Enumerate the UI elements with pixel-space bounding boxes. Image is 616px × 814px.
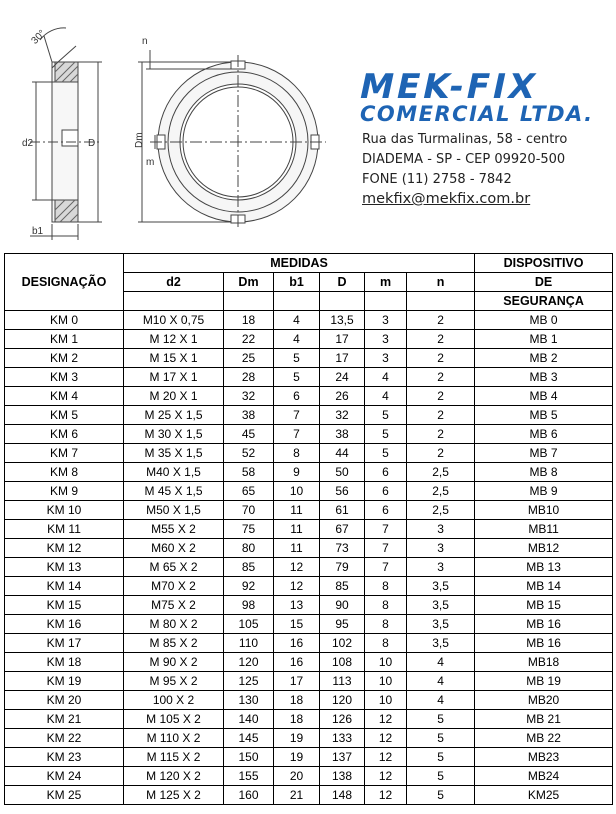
table-cell: KM 18	[5, 653, 124, 672]
table-row	[5, 463, 613, 482]
table-cell: M 12 X 1	[124, 330, 224, 349]
table-cell: 5	[407, 748, 475, 767]
table-row	[5, 558, 613, 577]
table-cell: MB 8	[475, 463, 613, 482]
table-cell: KM 14	[5, 577, 124, 596]
table-cell: MB 9	[475, 482, 613, 501]
table-cell: KM 22	[5, 729, 124, 748]
table-cell: 80	[224, 539, 274, 558]
table-row	[5, 406, 613, 425]
front-ring-view	[138, 50, 326, 230]
table-cell: KM 23	[5, 748, 124, 767]
table-cell: 108	[320, 653, 365, 672]
table-cell: 8	[365, 577, 407, 596]
table-cell: 85	[320, 577, 365, 596]
header-col-Dm: Dm	[224, 273, 274, 292]
table-cell: MB 13	[475, 558, 613, 577]
table-row	[5, 767, 613, 786]
table-cell: MB 0	[475, 311, 613, 330]
table-row	[5, 634, 613, 653]
table-cell: 45	[224, 425, 274, 444]
header-col-n: n	[407, 273, 475, 292]
table-cell: 3,5	[407, 577, 475, 596]
table-cell: M 115 X 2	[124, 748, 224, 767]
table-cell: 38	[224, 406, 274, 425]
header-blank	[224, 292, 274, 311]
table-cell: 28	[224, 368, 274, 387]
table-cell: 2,5	[407, 501, 475, 520]
table-cell: 85	[224, 558, 274, 577]
table-cell: 11	[274, 501, 320, 520]
table-cell: 7	[274, 406, 320, 425]
table-cell: KM 5	[5, 406, 124, 425]
table-cell: M50 X 1,5	[124, 501, 224, 520]
table-cell: 6	[274, 387, 320, 406]
table-cell: 7	[274, 425, 320, 444]
table-cell: 24	[320, 368, 365, 387]
table-cell: 18	[274, 710, 320, 729]
table-cell: 4	[365, 368, 407, 387]
header-device-3: SEGURANÇA	[475, 292, 613, 311]
table-cell: 15	[274, 615, 320, 634]
table-row	[5, 729, 613, 748]
table-cell: 3	[365, 349, 407, 368]
label-b1: b1	[32, 226, 44, 237]
table-row	[5, 672, 613, 691]
table-cell: 95	[320, 615, 365, 634]
label-n: n	[142, 36, 148, 47]
table-cell: 2	[407, 368, 475, 387]
table-cell: 160	[224, 786, 274, 805]
table-cell: M 20 X 1	[124, 387, 224, 406]
table-cell: M 25 X 1,5	[124, 406, 224, 425]
table-cell: 32	[320, 406, 365, 425]
table-cell: 5	[407, 729, 475, 748]
company-phone: FONE (11) 2758 - 7842	[362, 172, 512, 187]
table-cell: MB 15	[475, 596, 613, 615]
table-cell: 6	[365, 501, 407, 520]
table-cell: MB24	[475, 767, 613, 786]
table-row	[5, 387, 613, 406]
company-email[interactable]: mekfix@mekfix.com.br	[362, 191, 531, 207]
table-cell: KM 0	[5, 311, 124, 330]
table-cell: KM 2	[5, 349, 124, 368]
table-cell: 2	[407, 330, 475, 349]
table-row	[5, 577, 613, 596]
table-cell: 44	[320, 444, 365, 463]
table-cell: 150	[224, 748, 274, 767]
table-cell: 10	[365, 691, 407, 710]
table-cell: KM 8	[5, 463, 124, 482]
logo-subtitle: COMERCIAL LTDA.	[360, 102, 594, 126]
table-cell: M 15 X 1	[124, 349, 224, 368]
table-cell: 2	[407, 425, 475, 444]
table-cell: 70	[224, 501, 274, 520]
table-cell: 17	[320, 330, 365, 349]
table-cell: 21	[274, 786, 320, 805]
table-cell: 4	[274, 311, 320, 330]
table-cell: 13,5	[320, 311, 365, 330]
company-address: Rua das Turmalinas, 58 - centro	[362, 132, 568, 147]
table-cell: M 125 X 2	[124, 786, 224, 805]
table-row	[5, 710, 613, 729]
table-cell: 3,5	[407, 634, 475, 653]
table-cell: 3,5	[407, 596, 475, 615]
table-cell: 6	[365, 482, 407, 501]
table-row	[5, 539, 613, 558]
table-cell: 61	[320, 501, 365, 520]
table-cell: 10	[365, 672, 407, 691]
table-cell: MB23	[475, 748, 613, 767]
table-cell: 10	[274, 482, 320, 501]
table-cell: 58	[224, 463, 274, 482]
header-col-D: D	[320, 273, 365, 292]
table-row	[5, 444, 613, 463]
table-row	[5, 786, 613, 805]
table-cell: M 65 X 2	[124, 558, 224, 577]
table-cell: MB12	[475, 539, 613, 558]
table-cell: 3	[365, 330, 407, 349]
table-cell: 7	[365, 558, 407, 577]
table-cell: 113	[320, 672, 365, 691]
table-cell: 5	[407, 786, 475, 805]
table-cell: MB 16	[475, 634, 613, 653]
table-cell: 5	[365, 425, 407, 444]
table-cell: KM 13	[5, 558, 124, 577]
table-cell: M 45 X 1,5	[124, 482, 224, 501]
table-row	[5, 311, 613, 330]
table-cell: MB 2	[475, 349, 613, 368]
table-cell: 26	[320, 387, 365, 406]
table-cell: MB 5	[475, 406, 613, 425]
table-cell: 12	[365, 710, 407, 729]
table-cell: MB10	[475, 501, 613, 520]
table-cell: 9	[274, 463, 320, 482]
table-cell: KM 24	[5, 767, 124, 786]
table-row	[5, 615, 613, 634]
table-cell: KM 21	[5, 710, 124, 729]
table-row	[5, 349, 613, 368]
table-cell: 8	[365, 615, 407, 634]
table-cell: M 105 X 2	[124, 710, 224, 729]
table-cell: MB 16	[475, 615, 613, 634]
table-cell: KM 15	[5, 596, 124, 615]
table-cell: 10	[365, 653, 407, 672]
table-cell: M40 X 1,5	[124, 463, 224, 482]
table-cell: M 35 X 1,5	[124, 444, 224, 463]
table-cell: 22	[224, 330, 274, 349]
table-cell: 105	[224, 615, 274, 634]
table-cell: 4	[365, 387, 407, 406]
company-logo	[355, 67, 610, 126]
table-cell: MB 14	[475, 577, 613, 596]
table-cell: 52	[224, 444, 274, 463]
table-cell: 148	[320, 786, 365, 805]
table-cell: 5	[365, 444, 407, 463]
table-cell: KM 20	[5, 691, 124, 710]
table-cell: 12	[365, 748, 407, 767]
table-cell: 110	[224, 634, 274, 653]
table-cell: 17	[274, 672, 320, 691]
table-cell: M75 X 2	[124, 596, 224, 615]
table-cell: MB 22	[475, 729, 613, 748]
table-cell: M 110 X 2	[124, 729, 224, 748]
table-cell: 8	[365, 634, 407, 653]
table-row	[5, 368, 613, 387]
table-cell: M 90 X 2	[124, 653, 224, 672]
table-cell: MB 4	[475, 387, 613, 406]
table-cell: 12	[274, 577, 320, 596]
table-cell: KM 4	[5, 387, 124, 406]
header-designation: DESIGNAÇÃO	[5, 254, 124, 311]
table-cell: 8	[365, 596, 407, 615]
label-Dm: Dm	[134, 132, 145, 148]
table-row	[5, 501, 613, 520]
header-measures: MEDIDAS	[124, 254, 475, 273]
table-cell: MB 6	[475, 425, 613, 444]
table-cell: 126	[320, 710, 365, 729]
table-cell: M70 X 2	[124, 577, 224, 596]
table-cell: M55 X 2	[124, 520, 224, 539]
table-cell: 5	[407, 767, 475, 786]
table-cell: 12	[365, 786, 407, 805]
table-cell: M 85 X 2	[124, 634, 224, 653]
table-cell: 90	[320, 596, 365, 615]
side-section-view	[30, 28, 102, 240]
table-cell: MB 19	[475, 672, 613, 691]
table-cell: 4	[407, 691, 475, 710]
table-cell: 17	[320, 349, 365, 368]
table-cell: KM 10	[5, 501, 124, 520]
table-cell: 4	[407, 653, 475, 672]
table-cell: 145	[224, 729, 274, 748]
table-cell: 3	[407, 520, 475, 539]
table-cell: KM 9	[5, 482, 124, 501]
table-cell: 20	[274, 767, 320, 786]
table-cell: M 30 X 1,5	[124, 425, 224, 444]
table-cell: M 17 X 1	[124, 368, 224, 387]
header-blank	[274, 292, 320, 311]
label-m: m	[146, 157, 155, 168]
table-cell: 19	[274, 748, 320, 767]
table-cell: 13	[274, 596, 320, 615]
table-cell: MB 1	[475, 330, 613, 349]
header-col-b1: b1	[274, 273, 320, 292]
table-cell: 2,5	[407, 482, 475, 501]
table-cell: 3	[365, 311, 407, 330]
angle-label: 30°	[29, 28, 48, 47]
table-cell: 133	[320, 729, 365, 748]
table-cell: KM 7	[5, 444, 124, 463]
header-blank	[320, 292, 365, 311]
table-cell: KM 1	[5, 330, 124, 349]
table-cell: 2	[407, 444, 475, 463]
table-cell: M 80 X 2	[124, 615, 224, 634]
table-cell: 38	[320, 425, 365, 444]
table-cell: 11	[274, 539, 320, 558]
table-cell: 16	[274, 653, 320, 672]
header-device-2: DE	[475, 273, 613, 292]
table-cell: 2,5	[407, 463, 475, 482]
table-row	[5, 425, 613, 444]
table-cell: 5	[274, 368, 320, 387]
table-row	[5, 482, 613, 501]
table-cell: 137	[320, 748, 365, 767]
table-cell: 12	[274, 558, 320, 577]
table-cell: 67	[320, 520, 365, 539]
table-cell: 32	[224, 387, 274, 406]
table-cell: 3,5	[407, 615, 475, 634]
table-cell: 5	[274, 349, 320, 368]
table-cell: M60 X 2	[124, 539, 224, 558]
table-cell: 25	[224, 349, 274, 368]
table-cell: 73	[320, 539, 365, 558]
table-cell: 79	[320, 558, 365, 577]
table-cell: 75	[224, 520, 274, 539]
dimensions-table	[4, 253, 613, 805]
company-city: DIADEMA - SP - CEP 09920-500	[362, 152, 566, 167]
header-blank	[365, 292, 407, 311]
label-d2: d2	[22, 138, 34, 149]
table-cell: 6	[365, 463, 407, 482]
table-row	[5, 596, 613, 615]
table-cell: 65	[224, 482, 274, 501]
table-cell: 56	[320, 482, 365, 501]
table-cell: 5	[365, 406, 407, 425]
header-blank	[407, 292, 475, 311]
table-cell: MB20	[475, 691, 613, 710]
table-cell: KM 19	[5, 672, 124, 691]
table-cell: M10 X 0,75	[124, 311, 224, 330]
table-row	[5, 748, 613, 767]
table-cell: 100 X 2	[124, 691, 224, 710]
table-cell: 12	[365, 767, 407, 786]
table-cell: 12	[365, 729, 407, 748]
table-cell: M 120 X 2	[124, 767, 224, 786]
table-cell: M 95 X 2	[124, 672, 224, 691]
table-cell: 2	[407, 349, 475, 368]
header-col-d2: d2	[124, 273, 224, 292]
logo-name: MEK-FIX	[355, 67, 542, 107]
table-cell: 155	[224, 767, 274, 786]
label-D: D	[88, 138, 96, 149]
table-cell: KM 25	[5, 786, 124, 805]
table-cell: KM 17	[5, 634, 124, 653]
header-device-1: DISPOSITIVO	[475, 254, 613, 273]
table-cell: 18	[274, 691, 320, 710]
table-cell: 130	[224, 691, 274, 710]
table-cell: 3	[407, 539, 475, 558]
table-cell: 125	[224, 672, 274, 691]
table-row	[5, 691, 613, 710]
table-cell: 16	[274, 634, 320, 653]
table-cell: 120	[224, 653, 274, 672]
table-cell: KM 12	[5, 539, 124, 558]
table-cell: MB 3	[475, 368, 613, 387]
table-cell: KM 16	[5, 615, 124, 634]
table-cell: 92	[224, 577, 274, 596]
table-row	[5, 653, 613, 672]
table-cell: MB11	[475, 520, 613, 539]
table-cell: 5	[407, 710, 475, 729]
table-cell: 50	[320, 463, 365, 482]
table-cell: 8	[274, 444, 320, 463]
table-cell: 102	[320, 634, 365, 653]
table-cell: KM25	[475, 786, 613, 805]
header-blank	[124, 292, 224, 311]
table-cell: KM 11	[5, 520, 124, 539]
table-cell: KM 3	[5, 368, 124, 387]
table-cell: 18	[224, 311, 274, 330]
table-cell: 2	[407, 406, 475, 425]
table-cell: 4	[407, 672, 475, 691]
table-cell: 98	[224, 596, 274, 615]
table-row	[5, 520, 613, 539]
table-cell: MB 7	[475, 444, 613, 463]
table-cell: 7	[365, 520, 407, 539]
table-cell: 2	[407, 311, 475, 330]
table-cell: 120	[320, 691, 365, 710]
table-cell: 11	[274, 520, 320, 539]
table-cell: KM 6	[5, 425, 124, 444]
table-cell: 140	[224, 710, 274, 729]
table-cell: 3	[407, 558, 475, 577]
table-cell: 2	[407, 387, 475, 406]
table-row	[5, 330, 613, 349]
table-cell: 4	[274, 330, 320, 349]
table-cell: 19	[274, 729, 320, 748]
table-cell: MB18	[475, 653, 613, 672]
table-cell: 138	[320, 767, 365, 786]
header-col-m: m	[365, 273, 407, 292]
table-cell: MB 21	[475, 710, 613, 729]
table-cell: 7	[365, 539, 407, 558]
